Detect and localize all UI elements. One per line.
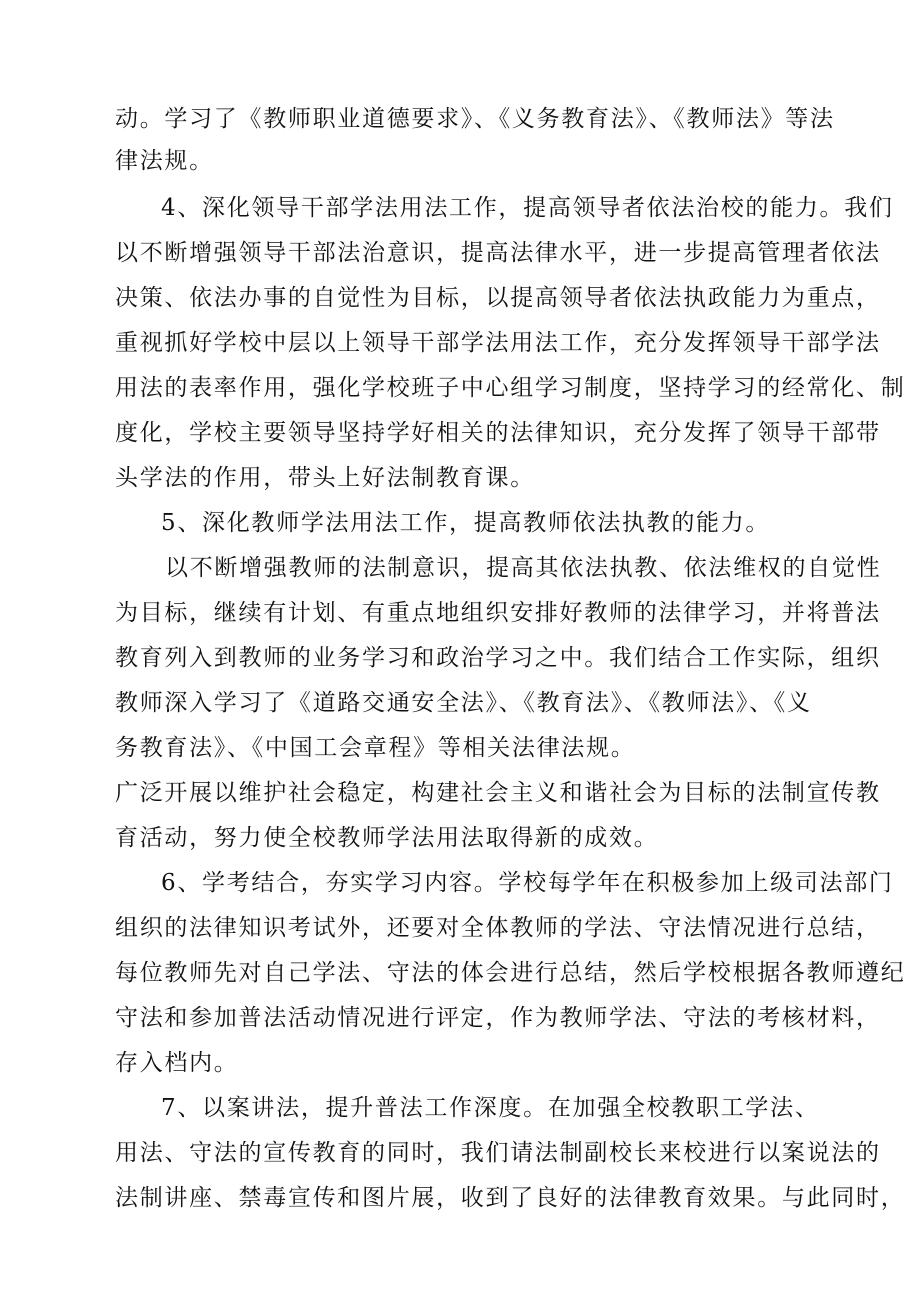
text-line: 务教育法》、《中国工会章程》等相关法律法规。 bbox=[115, 735, 636, 761]
text-line: 动。学习了《教师职业道德要求》、《义务教育法》、《教师法》等法 bbox=[115, 106, 835, 132]
text-line: 决策、依法办事的自觉性为目标，以提高领导者依法执政能力为重点， bbox=[115, 285, 881, 311]
text-line: 存入档内。 bbox=[115, 1050, 239, 1076]
text-line: 为目标，继续有计划、有重点地组织安排好教师的法律学习，并将普法 bbox=[115, 600, 881, 626]
text-line: 组织的法律知识考试外，还要对全体教师的学法、守法情况进行总结， bbox=[115, 915, 881, 941]
text-line: 7、以案讲法，提升普法工作深度。在加强全校教职工学法、 bbox=[161, 1095, 820, 1121]
text-line: 5、深化教师学法用法工作，提高教师依法执教的能力。 bbox=[161, 510, 771, 536]
text-line: 以不断增强教师的法制意识，提高其依法执教、依法维权的自觉性 bbox=[165, 555, 882, 581]
text-line: 法制讲座、禁毒宣传和图片展，收到了良好的法律教育效果。与此同时， bbox=[115, 1185, 906, 1211]
text-line: 教育列入到教师的业务学习和政治学习之中。我们结合工作实际，组织 bbox=[115, 645, 881, 671]
text-line: 6、学考结合，夯实学习内容。学校每学年在积极参加上级司法部门 bbox=[161, 870, 894, 896]
text-line: 教师深入学习了《道路交通安全法》、《教育法》、《教师法》、《义 bbox=[115, 690, 812, 716]
text-line: 重视抓好学校中层以上领导干部学法用法工作，充分发挥领导干部学法 bbox=[115, 330, 881, 356]
text-line: 度化，学校主要领导坚持学好相关的法律知识，充分发挥了领导干部带 bbox=[115, 420, 881, 446]
text-line: 以不断增强领导干部法治意识，提高法律水平，进一步提高管理者依法 bbox=[115, 240, 881, 266]
text-line: 育活动，努力使全校教师学法用法取得新的成效。 bbox=[115, 825, 659, 851]
text-line: 4、深化领导干部学法用法工作，提高领导者依法治校的能力。我们 bbox=[161, 195, 894, 221]
text-line: 头学法的作用，带头上好法制教育课。 bbox=[115, 465, 535, 491]
text-line: 用法、守法的宣传教育的同时，我们请法制副校长来校进行以案说法的 bbox=[115, 1140, 881, 1166]
text-line: 用法的表率作用，强化学校班子中心组学习制度，坚持学习的经常化、制 bbox=[115, 375, 906, 401]
text-line: 广泛开展以维护社会稳定，构建社会主义和谐社会为目标的法制宣传教 bbox=[115, 780, 881, 806]
text-line: 守法和参加普法活动情况进行评定，作为教师学法、守法的考核材料， bbox=[115, 1005, 881, 1031]
text-line: 律法规。 bbox=[115, 148, 214, 174]
text-line: 每位教师先对自己学法、守法的体会进行总结，然后学校根据各教师遵纪 bbox=[115, 960, 906, 986]
